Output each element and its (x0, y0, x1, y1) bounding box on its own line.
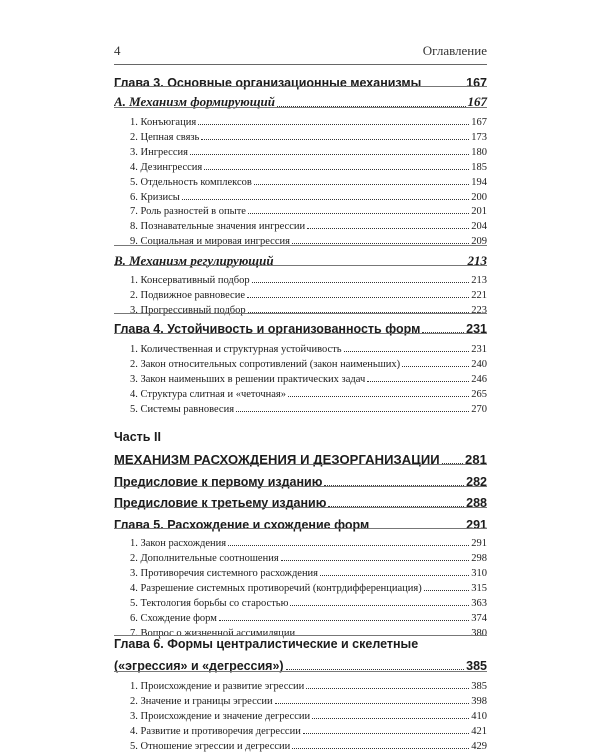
leader-dots (236, 395, 469, 412)
chapter-title: Глава 5. Расхождение и схождение форм (114, 518, 370, 532)
divider (114, 507, 487, 508)
item-page: 410 (471, 711, 487, 722)
divider (114, 635, 487, 636)
chapter-title-line1: Глава 6. Формы централистические и скелетные (114, 637, 419, 651)
section-page: 167 (467, 94, 487, 109)
divider (114, 464, 487, 465)
item-page: 291 (471, 538, 487, 549)
item-title: 2. Закон относительных сопротивлений (закон наименьших) (130, 359, 401, 370)
section-title: А. Механизм формирующий (114, 94, 275, 109)
toc-item[interactable] (130, 619, 487, 639)
item-title: 7. Вопрос о жизненной ассимиляции (130, 628, 296, 639)
item-page: 380 (471, 628, 487, 639)
item-title: 1. Количественная и структурная устойчивость (130, 344, 342, 355)
item-page: 270 (471, 404, 487, 415)
toc-item[interactable] (130, 732, 487, 752)
preface-title: Предисловие к первому изданию (114, 475, 323, 489)
header-rule (114, 64, 487, 65)
item-page: 398 (471, 696, 487, 707)
section-title: В. Механизм регулирующий (114, 253, 274, 268)
preface-page: 288 (466, 496, 487, 510)
item-page: 315 (471, 583, 487, 594)
item-page: 185 (471, 162, 487, 173)
section-page: 213 (467, 253, 487, 268)
divider (114, 333, 487, 334)
item-page: 213 (471, 275, 487, 286)
item-title: 7. Роль разностей в опыте (130, 206, 246, 217)
item-title: 2. Значение и границы эгрессии (130, 696, 273, 707)
item-title: 4. Дезингрессия (130, 162, 203, 173)
item-title: 4. Структура слитная и «четочная» (130, 389, 286, 400)
item-page: 180 (471, 147, 487, 158)
divider (114, 313, 487, 314)
item-page: 204 (471, 221, 487, 232)
item-title: 6. Схождение форм (130, 613, 217, 624)
item-page: 201 (471, 206, 487, 217)
leader-dots (277, 90, 466, 107)
part-title: МЕХАНИЗМ РАСХОЖДЕНИЯ И ДЕЗОРГАНИЗАЦИИ (114, 452, 440, 467)
item-title: 3. Закон наименьших в решении практических задач (130, 374, 366, 385)
leader-dots (297, 619, 469, 636)
chapter-page: 291 (466, 518, 487, 532)
item-page: 246 (471, 374, 487, 385)
running-head (114, 43, 487, 61)
divider (114, 86, 487, 87)
chapter-page: 385 (466, 659, 487, 673)
divider (114, 245, 487, 246)
divider (114, 486, 487, 487)
item-title: 2. Цепная связь (130, 132, 200, 143)
toc-chapter-6[interactable] (114, 637, 487, 673)
toc-item[interactable] (130, 227, 487, 247)
leader-dots (423, 70, 464, 87)
preface-title: Предисловие к третьему изданию (114, 496, 327, 510)
item-page: 310 (471, 568, 487, 579)
item-page: 209 (471, 236, 487, 247)
chapter-title: Глава 3. Основные организационные механизмы (114, 76, 422, 90)
item-title: 1. Происхождение и развитие эгрессии (130, 681, 305, 692)
part-page: 281 (465, 452, 487, 467)
item-title: 1. Конъюгация (130, 117, 197, 128)
item-title: 9. Социальная и мировая ингрессия (130, 236, 290, 247)
chapter-title-line2: («эгрессия» и «дегрессия») (114, 659, 284, 673)
item-title: 3. Прогрессивный подбор (130, 305, 246, 316)
chapter-title: Глава 4. Устойчивость и организованность форм (114, 322, 421, 336)
item-title: 2. Подвижное равновесие (130, 290, 245, 301)
chapter-page: 167 (466, 76, 487, 90)
item-title: 4. Развитие и противоречия дегрессии (130, 726, 301, 737)
leader-dots (328, 490, 464, 507)
item-title: 5. Отношение эгрессии и дегрессии (130, 741, 291, 752)
item-title: 5. Тектология борьбы со старостью (130, 598, 289, 609)
toc-chapter-3[interactable] (114, 70, 487, 90)
item-title: 3. Ингрессия (130, 147, 188, 158)
item-title: 1. Консервативный подбор (130, 275, 250, 286)
leader-dots (276, 249, 466, 266)
toc-item[interactable] (130, 395, 487, 415)
leader-dots (248, 296, 470, 313)
item-title: 5. Отдельность комплексов (130, 177, 252, 188)
item-page: 240 (471, 359, 487, 370)
item-page: 167 (471, 117, 487, 128)
leader-dots (324, 469, 464, 486)
item-title: 2. Дополнительные соотношения (130, 553, 279, 564)
page-number: 4 (114, 43, 121, 58)
item-title: 3. Противоречия системного расхождения (130, 568, 319, 579)
item-title: 3. Происхождение и значение дегрессии (130, 711, 311, 722)
item-title: 6. Кризисы (130, 192, 180, 203)
item-page: 429 (471, 741, 487, 752)
leader-dots (292, 227, 469, 244)
item-page: 385 (471, 681, 487, 692)
item-page: 221 (471, 290, 487, 301)
item-title: 4. Разрешение системных противоречий (контрдифференциация) (130, 583, 422, 594)
item-page: 200 (471, 192, 487, 203)
chapter-page: 231 (466, 322, 487, 336)
preface-page: 282 (466, 475, 487, 489)
item-page: 194 (471, 177, 487, 188)
part-label: Часть II (114, 430, 161, 444)
leader-dots (286, 653, 465, 670)
item-page: 173 (471, 132, 487, 143)
leader-dots (442, 447, 463, 464)
item-title: 5. Системы равновесия (130, 404, 235, 415)
item-title: 8. Познавательные значения ингрессии (130, 221, 306, 232)
item-page: 265 (471, 389, 487, 400)
leader-dots (292, 732, 469, 749)
item-page: 421 (471, 726, 487, 737)
leader-dots (371, 512, 464, 529)
item-page: 374 (471, 613, 487, 624)
item-page: 298 (471, 553, 487, 564)
running-title: Оглавление (422, 43, 487, 58)
item-page: 363 (471, 598, 487, 609)
leader-dots (422, 316, 464, 333)
item-page: 223 (471, 305, 487, 316)
item-title: 1. Закон расхождения (130, 538, 227, 549)
item-page: 231 (471, 344, 487, 355)
